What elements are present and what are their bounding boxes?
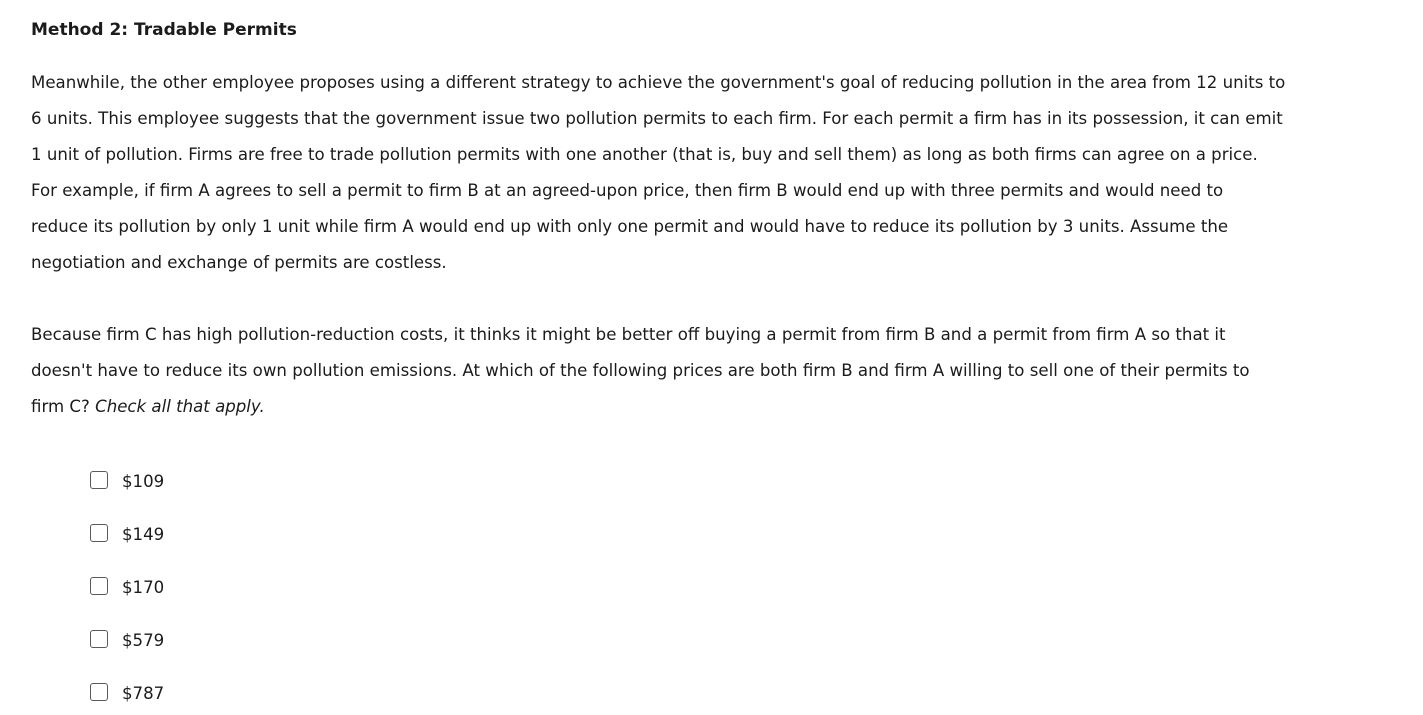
option-label: $579	[122, 630, 165, 650]
paragraph-line: doesn't have to reduce its own pollution emissions. At which of the following prices are both firm B and firm A willing to sell one of their permits to	[31, 361, 1250, 380]
paragraph-line: Because firm C has high pollution-reduction costs, it thinks it might be better off buying a permit from firm B and a permit from firm A so that it	[31, 325, 1226, 344]
paragraph-line: 1 unit of pollution. Firms are free to trade pollution permits with one another (that is, buy and sell them) as long as both firms can agree on a price.	[31, 145, 1258, 164]
option-787[interactable]	[90, 667, 164, 715]
answer-options	[90, 455, 164, 715]
checkbox[interactable]	[90, 577, 108, 595]
question-text: firm C?	[31, 397, 90, 416]
checkbox[interactable]	[90, 524, 108, 542]
paragraph-line: reduce its pollution by only 1 unit while firm A would end up with only one permit and would have to reduce its pollution by 3 units. Assume the	[31, 217, 1229, 236]
paragraph-line: Meanwhile, the other employee proposes using a different strategy to achieve the government's goal of reducing pollution in the area from 12 units to	[31, 73, 1286, 92]
option-170[interactable]	[90, 561, 164, 614]
option-109[interactable]	[90, 455, 164, 508]
paragraph-line-last	[31, 389, 1250, 425]
option-label: $170	[122, 577, 165, 597]
instruction-text: Check all that apply.	[95, 397, 265, 416]
paragraph-line: For example, if firm A agrees to sell a permit to firm B at an agreed-upon price, then firm B would end up with three permits and would need to	[31, 181, 1224, 200]
option-label: $149	[122, 524, 165, 544]
option-label: $109	[122, 471, 165, 491]
paragraph-line: 6 units. This employee suggests that the government issue two pollution permits to each firm. For each permit a firm has in its possession, it can emit	[31, 109, 1283, 128]
question-paragraph	[31, 317, 1250, 425]
paragraph-line: negotiation and exchange of permits are costless.	[31, 253, 447, 272]
checkbox[interactable]	[90, 471, 108, 489]
section-heading: Method 2: Tradable Permits	[31, 20, 297, 40]
checkbox[interactable]	[90, 683, 108, 701]
checkbox[interactable]	[90, 630, 108, 648]
option-149[interactable]	[90, 508, 164, 561]
option-579[interactable]	[90, 614, 164, 667]
option-label: $787	[122, 683, 165, 703]
scenario-paragraph	[31, 65, 1285, 281]
